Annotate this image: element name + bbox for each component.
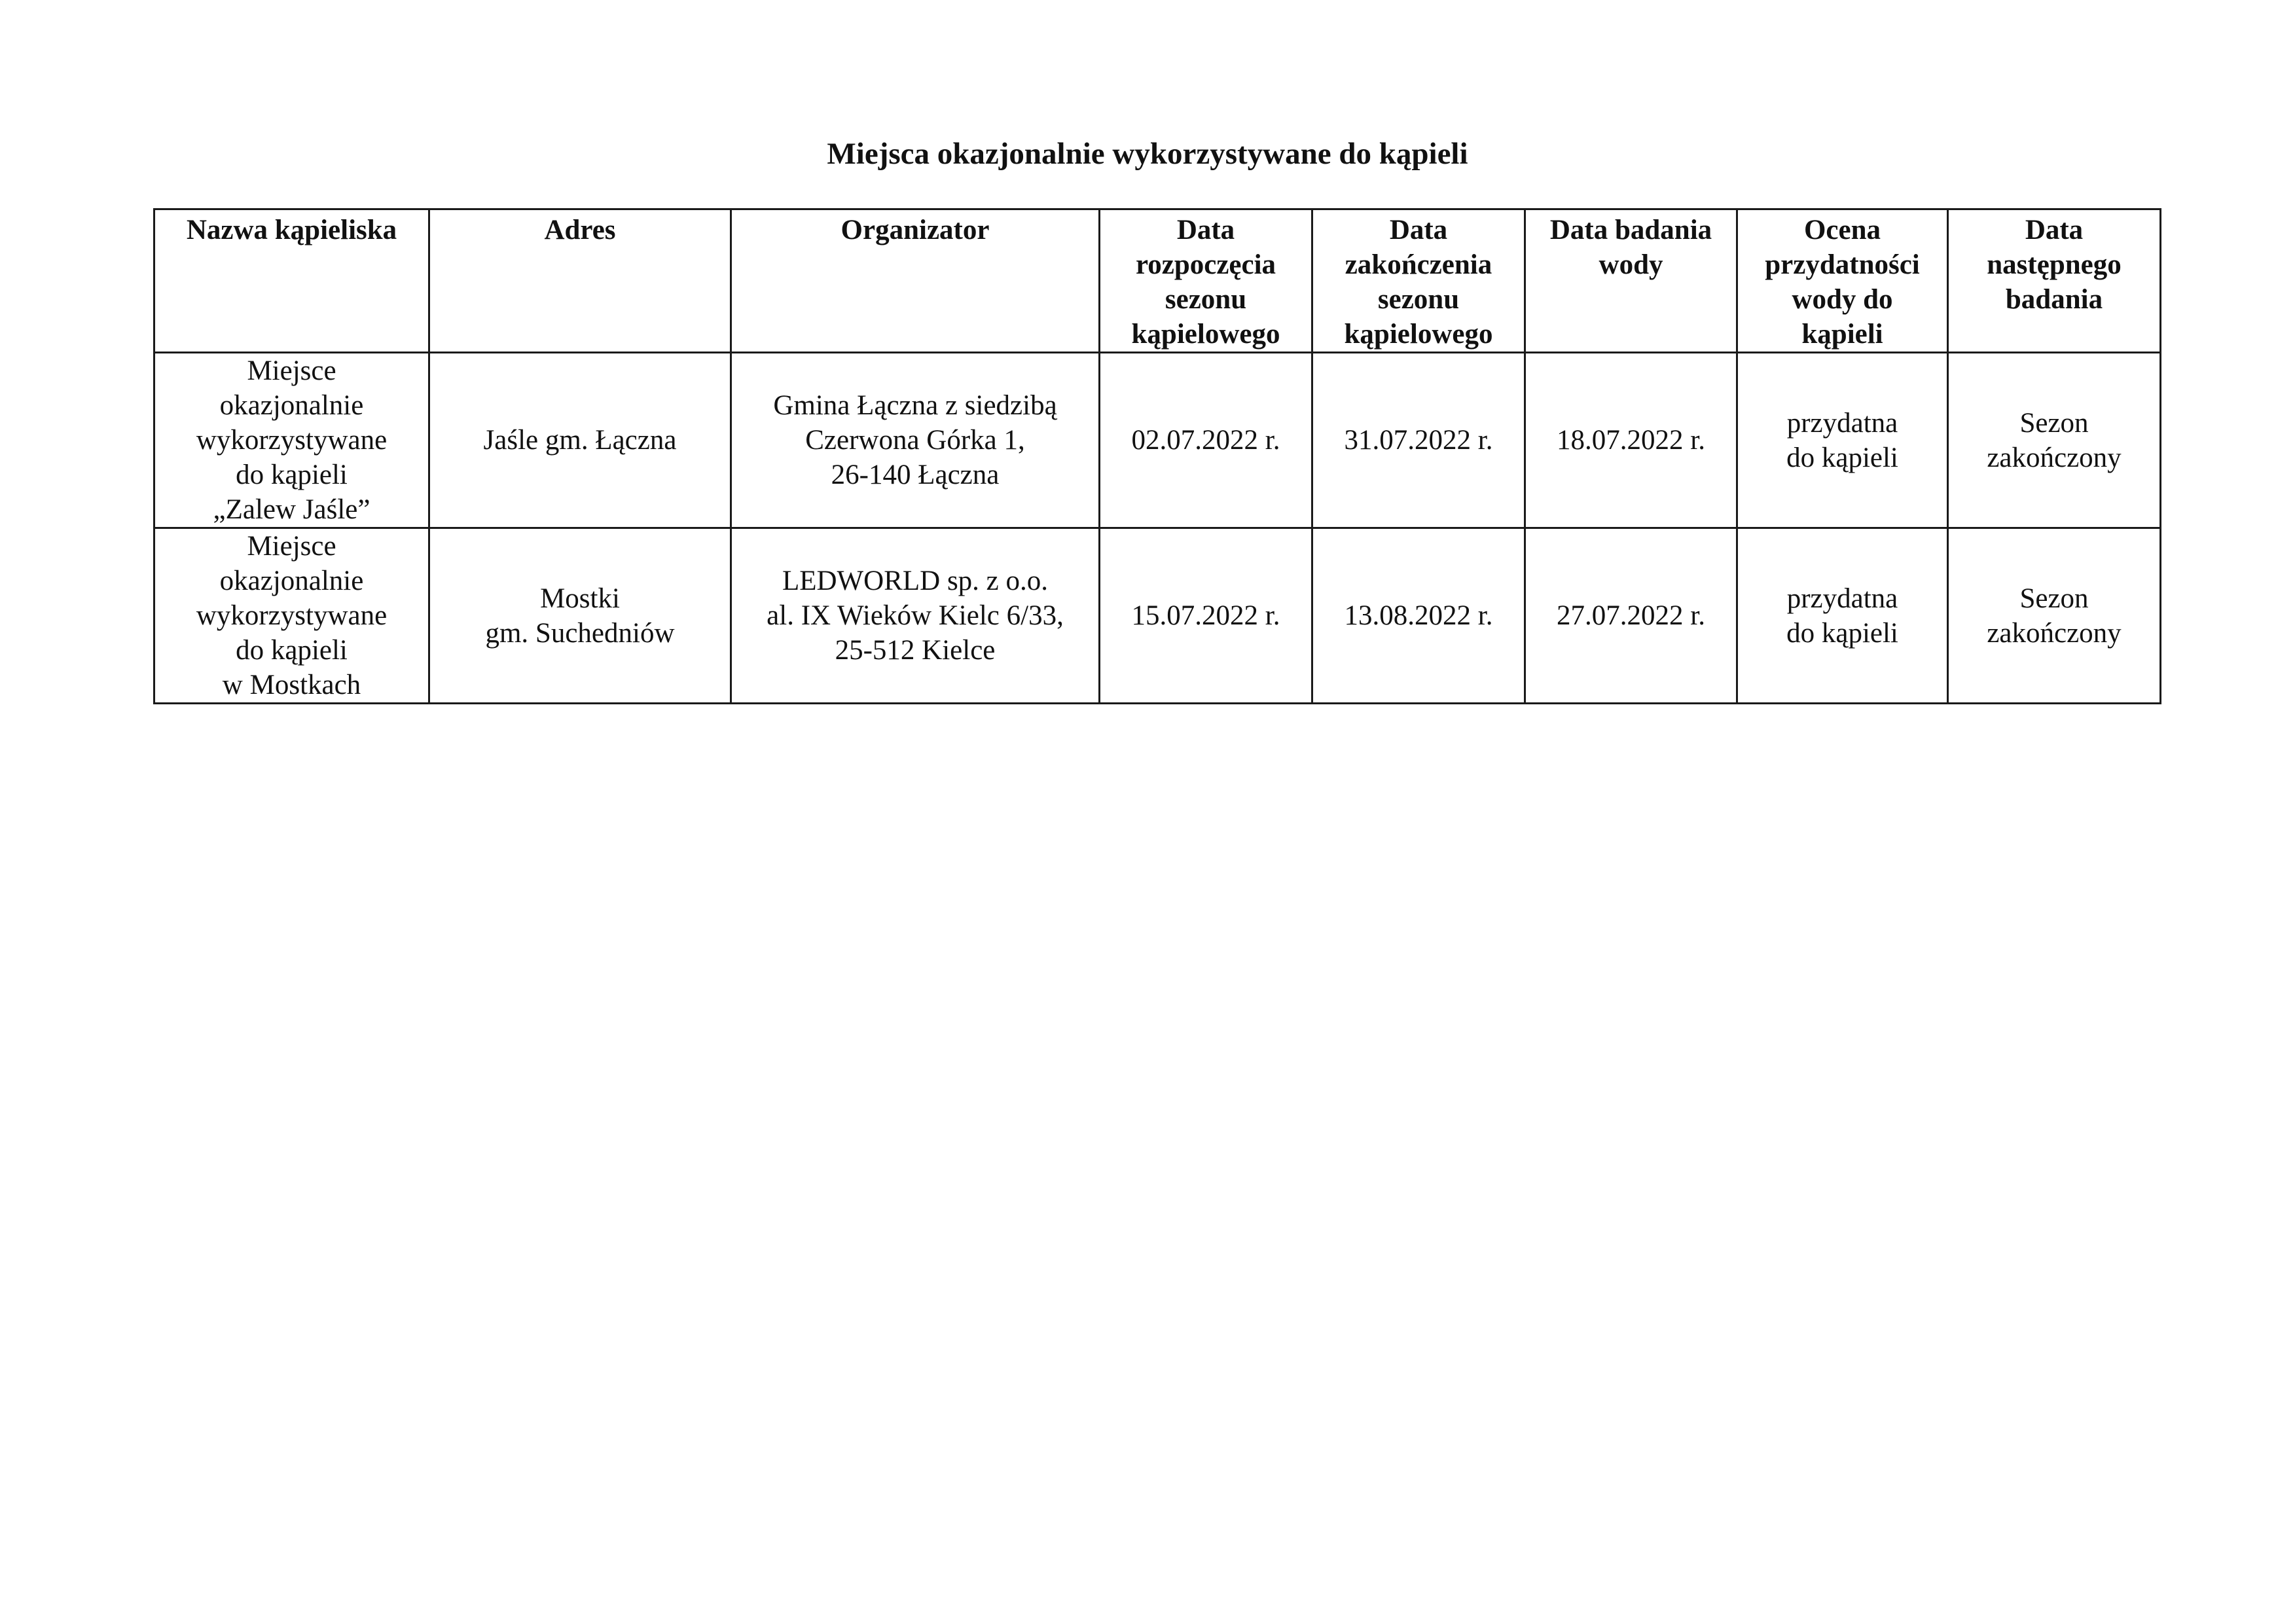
cell-next-test-date: Sezon zakończony [1948, 353, 2161, 528]
header-organizer: Organizator [731, 209, 1100, 353]
header-season-end: Data zakończenia sezonu kąpielowego [1312, 209, 1525, 353]
cell-next-test-date: Sezon zakończony [1948, 528, 2161, 704]
table-row [154, 528, 2161, 704]
header-season-start: Data rozpoczęcia sezonu kąpielowego [1100, 209, 1312, 353]
cell-address: Mostki gm. Suchedniów [429, 528, 731, 704]
cell-bathing-place-name: Miejsce okazjonalnie wykorzystywane do kąpieli „Zalew Jaśle” [154, 353, 429, 528]
table-row [154, 353, 2161, 528]
cell-address: Jaśle gm. Łączna [429, 353, 731, 528]
header-address: Adres [429, 209, 731, 353]
table-header-row [154, 209, 2161, 353]
header-water-assessment: Ocena przydatności wody do kąpieli [1737, 209, 1948, 353]
cell-water-assessment: przydatna do kąpieli [1737, 353, 1948, 528]
document-title: Miejsca okazjonalnie wykorzystywane do kąpieli [827, 137, 1468, 171]
cell-season-end: 31.07.2022 r. [1312, 353, 1525, 528]
cell-water-test-date: 27.07.2022 r. [1525, 528, 1737, 704]
cell-season-end: 13.08.2022 r. [1312, 528, 1525, 704]
cell-water-assessment: przydatna do kąpieli [1737, 528, 1948, 704]
cell-organizer: LEDWORLD sp. z o.o. al. IX Wieków Kielc 6/33, 25-512 Kielce [731, 528, 1100, 704]
header-water-test-date: Data badania wody [1525, 209, 1737, 353]
cell-bathing-place-name: Miejsce okazjonalnie wykorzystywane do kąpieli w Mostkach [154, 528, 429, 704]
cell-season-start: 15.07.2022 r. [1100, 528, 1312, 704]
cell-season-start: 02.07.2022 r. [1100, 353, 1312, 528]
cell-organizer: Gmina Łączna z siedzibą Czerwona Górka 1, 26-140 Łączna [731, 353, 1100, 528]
bathing-places-table [153, 208, 2161, 704]
cell-water-test-date: 18.07.2022 r. [1525, 353, 1737, 528]
header-next-test-date: Data następnego badania [1948, 209, 2161, 353]
header-bathing-place-name: Nazwa kąpieliska [154, 209, 429, 353]
